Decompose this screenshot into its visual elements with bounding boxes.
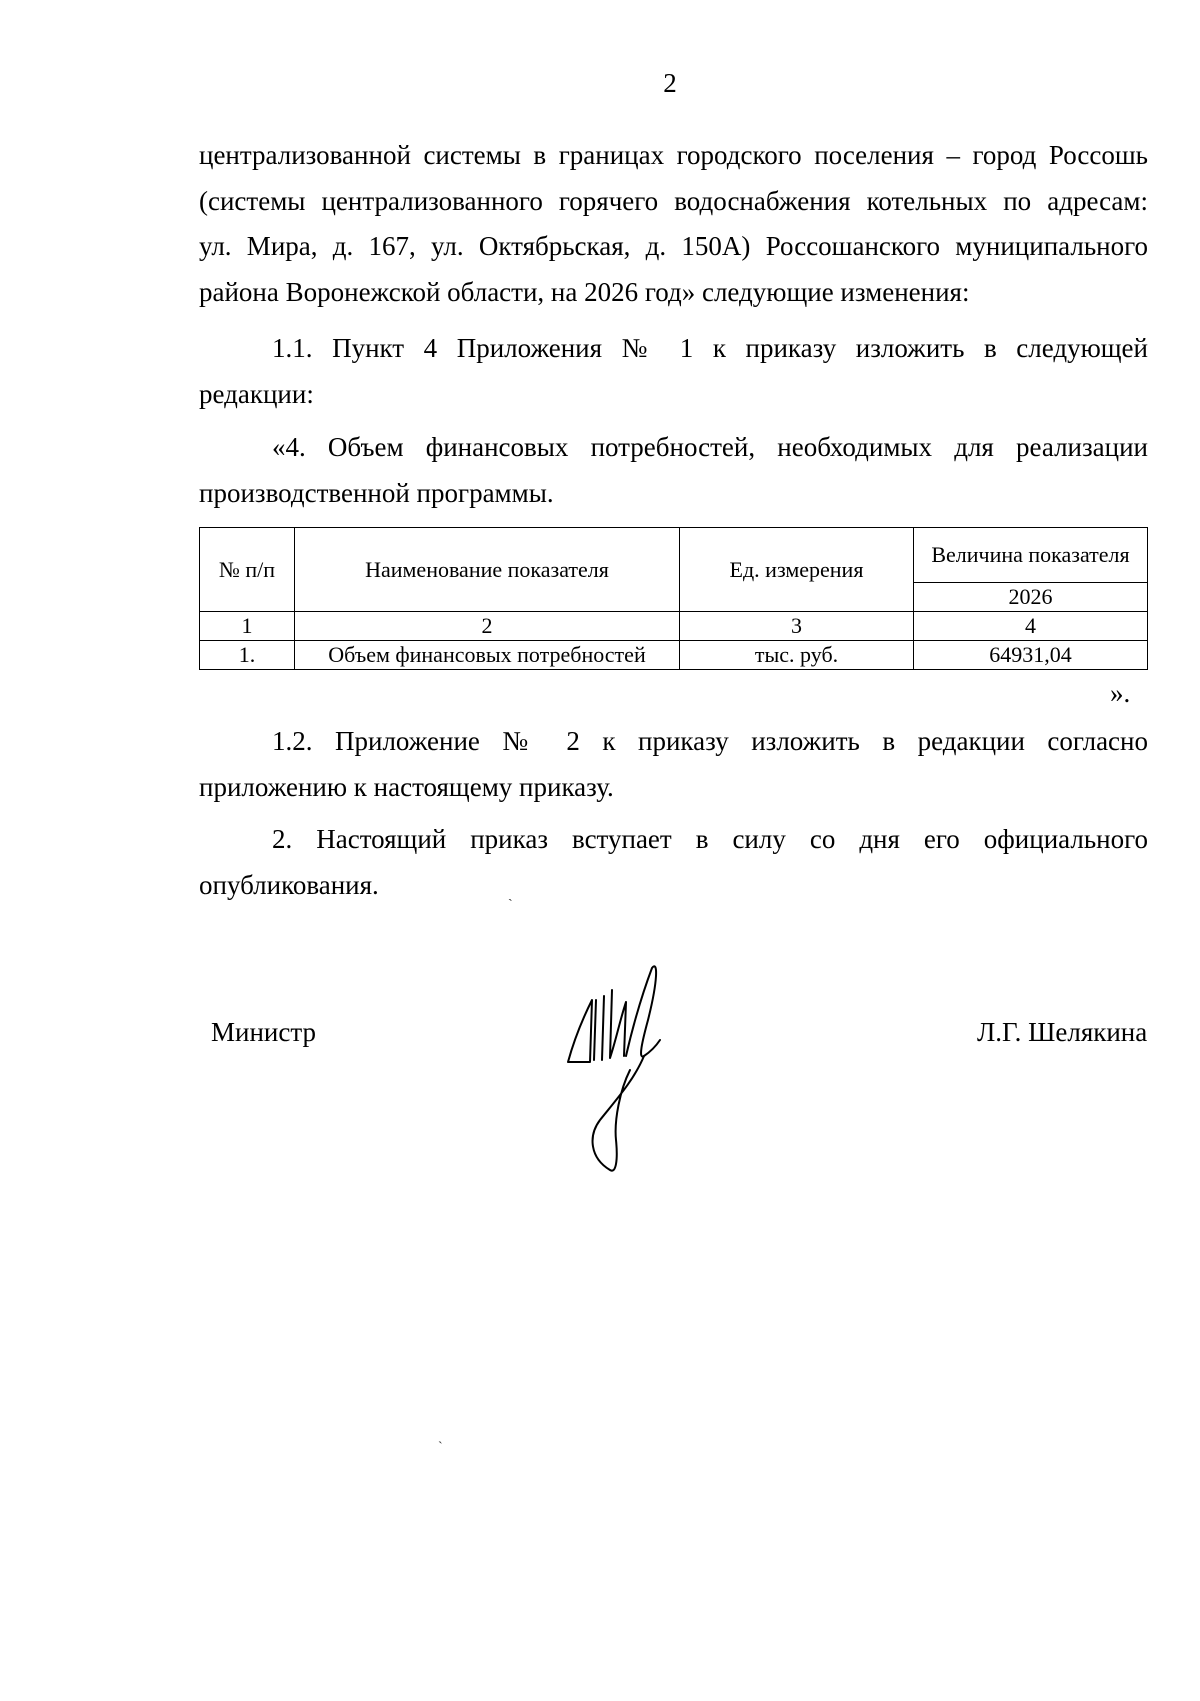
index-cell: 2 <box>295 612 680 641</box>
signature-icon <box>560 960 690 1180</box>
item-1-2 <box>199 719 1148 810</box>
item-1-1-line: редакции: <box>199 378 314 409</box>
header-value: Величина показателя <box>914 528 1148 583</box>
header-num: № п/п <box>200 528 295 612</box>
row-unit: тыс. руб. <box>680 641 914 670</box>
intro-line: ул. Мира, д. 167, ул. Октябрьская, д. 150А) Россошанского муниципального <box>199 231 1148 261</box>
table-row <box>200 641 1148 670</box>
intro-line: централизованной системы в границах городского поселения – город Россошь <box>199 140 1148 170</box>
header-name: Наименование показателя <box>295 528 680 612</box>
item-2-line: 2. Настоящий приказ вступает в силу со дня его официального <box>272 824 1148 854</box>
signatory-role: Министр <box>211 1017 316 1047</box>
intro-line: (системы централизованного горячего водоснабжения котельных по адресам: <box>199 185 1148 216</box>
index-cell: 4 <box>914 612 1148 641</box>
handwritten-signature <box>560 960 690 1185</box>
item-1-1 <box>199 326 1148 417</box>
page-number: 2 <box>663 68 677 98</box>
row-value: 64931,04 <box>914 641 1148 670</box>
header-unit: Ед. измерения <box>680 528 914 612</box>
scan-mark: ˋ <box>438 1440 443 1455</box>
scan-mark: ˎ <box>508 887 513 902</box>
index-cell: 1 <box>200 612 295 641</box>
item-1-2-line: 1.2. Приложение № 2 к приказу изложить в редакции согласно <box>272 726 1148 756</box>
item-2 <box>199 817 1148 908</box>
item-1-1-line: 1.1. Пункт 4 Приложения № 1 к приказу изложить в следующей <box>272 333 1148 363</box>
row-num: 1. <box>200 641 295 670</box>
closing-quote: ». <box>1110 678 1131 708</box>
item-4-line: производственной программы. <box>199 477 554 508</box>
row-name: Объем финансовых потребностей <box>295 641 680 670</box>
signatory-name: Л.Г. Шелякина <box>977 1017 1148 1047</box>
intro-line: района Воронежской области, на 2026 год» следующие изменения: <box>199 276 970 307</box>
financial-needs-table <box>199 527 1148 670</box>
item-2-line: опубликования. <box>199 869 379 900</box>
item-4-line: «4. Объем финансовых потребностей, необходимых для реализации <box>272 432 1148 462</box>
header-year: 2026 <box>914 583 1148 612</box>
item-4-quote <box>199 425 1148 516</box>
item-1-2-line: приложению к настоящему приказу. <box>199 771 614 802</box>
index-cell: 3 <box>680 612 914 641</box>
intro-paragraph <box>199 133 1148 315</box>
